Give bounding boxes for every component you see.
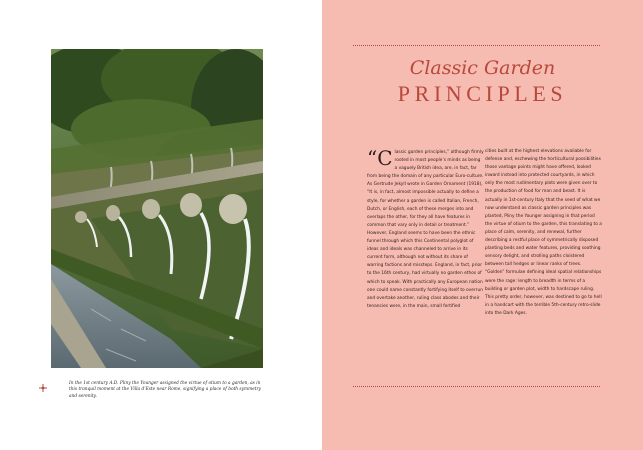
body-column-1	[367, 146, 484, 311]
fleuron-icon	[38, 383, 48, 393]
title-line-2: PRINCIPLES	[397, 81, 568, 106]
drop-cap: “C	[367, 146, 393, 170]
garden-fountain-photo	[51, 49, 263, 368]
photo-caption: In the 1st century A.D. Pliny the Younger assigned the virtue of otium to a garden, as in this tranquil moment at the Villa d’Este near Rome, signifying a place of both symmetry and serenity.	[69, 381, 261, 399]
title-line-1: Classic Garden	[409, 57, 556, 79]
body-column-2	[485, 148, 602, 318]
column-2-text: cities built at the highest elevations available for defense and, eschewing the horticultural possibilities those vantage points might have offered, looked inward instead into protected courtyards, in which only the most rudimentary plots were given over to the production of food for man and beast. It is actually in 1st-century Italy that the seed of what we now understand as classic garden principles was planted, Pliny the Younger assigning in that period the virtue of otium to the garden, this translating to a place of calm, serenity, and renewal, further describing a restful place of symmetrically disposed planting beds and water features, providing soothing sensory delight, and strolling paths cloistered between tall hedges or linear ranks of trees. “Golden” formulae defining ideal spatial relationships were the rage: length to breadth in terms of a building or garden plot, width to hardscape ruling. This pretty order, however, was destined to go to hell in a handcart with the terrible 5th-century retro-slide into the Dark Ages.	[485, 149, 602, 316]
column-1-text: lassic garden principles,” although firmly rooted in most people’s minds as being a vaguely British idea, are, in fact, far from being the domain of any particular Euro-culture. As Gertrude Jekyll wrote in Garden Ornament (1918), “It is, in fact, almost impossible actually to define a style, for whether a garden is called Italian, French, Dutch, or English, each of these merges into and overlaps the other, for they all have features in common that vary only in detail or treatment.” However, England seems to have been the ethnic funnel through which this Continental polyglot of ideas and ideals was channeled to arrive in its current form, although not without its share of warring factions and missteps. England, in fact, prior to the 16th century, had virtually no garden ethos of which to speak. With practically any European nation one could name constantly fortifying itself to overrun and overtake another, ruling class abodes and their tenancies were, in the main, small fortified	[367, 150, 484, 309]
top-dotted-rule	[353, 45, 600, 46]
bottom-dotted-rule	[353, 386, 600, 387]
